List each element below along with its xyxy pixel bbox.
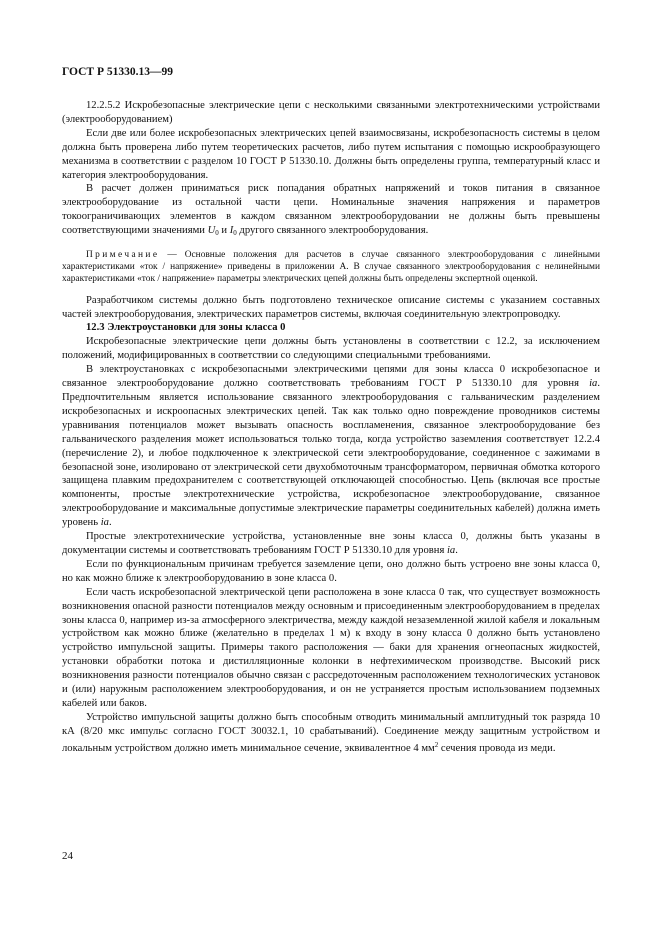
symbol-i: I — [229, 225, 234, 237]
clause-12-2-5-2: 12.2.5.2 Искробезопасные электрические цепи с несколькими связанными электротехническими устройствами (электрооборудованием) — [62, 100, 600, 125]
text-run: . Предпочтительным является использование связанного электрооборудования с гальваническим разделением искробезопасных и искроопасных электрических цепей. Так как только одно повреждение проводников системы уравнивания потенциалов может вызывать опасность воспламенения, связанное электрооборудование без гальванического разделения может использоваться только тогда, когда устройство заземления соответствует 12.2.4 (перечисление 2), и любое подключенное к электрической сети электрооборудование, соединенное с зажимами в безопасной зоне, изолировано от электрической сети двухобмоточным трансформатором, первичная обмотка которого защищена плавким предохранителем с соответствующей отключающей способностью. Цепь (включая все простые компоненты, простые электротехнические устройства, искробезопасное электрооборудование, связанное электрооборудование и максимальные допустимые электрические параметры соединительных кабелей) должна иметь уровень — [62, 378, 600, 529]
text-run: . — [108, 517, 112, 529]
paragraph — [62, 530, 600, 558]
page-number: 24 — [62, 850, 73, 862]
level-ia: ia — [589, 378, 598, 390]
section-title: 12.3 Электроустановки для зоны класса 0 — [86, 322, 286, 334]
text-run: В расчет должен приниматься риск попадания обратных напряжений и токов питания в связанное электрооборудование из остальной части цепи. Номинальные значения напряжения и параметров токоограничивающих элементов в каждом связанном электрооборудовании не должны быть превышены соответствующими значениями — [62, 183, 600, 237]
level-ia: ia — [446, 544, 456, 556]
note-text: — Основные положения для расчетов в случае связанного электрооборудования с линейными характеристиками «ток / напряжение» приведены в приложении А. В случае связанного электрооборудования с нелинейными характеристиками «ток / напряжение» параметры электрических цепей должны быть определены экспертной оценкой. — [62, 250, 600, 285]
paragraph: Разработчиком системы должно быть подготовлено техническое описание системы с указанием составных частей электрооборудования, электрических параметров системы, включая соединительную электропроводку. — [62, 294, 600, 320]
paragraph — [62, 182, 600, 241]
text-run: Простые электротехнические устройства, установленные вне зоны класса 0, должны быть указаны в документации системы и соответствовать требованиям ГОСТ Р 51330.10 для уровня — [62, 531, 600, 556]
subscript: 0 — [233, 229, 237, 238]
paragraph: Если часть искробезопасной электрической цепи расположена в зоне класса 0 так, что существует возможность возникновения опасной разности потенциалов между основным и присоединенным электрооборудованием в пределах зоны класса 0, например из-за атмосферного электричества, между каждой незаземленной жилой кабеля и локальным устройством как можно ближе (желательно в пределах 1 м) к входу в зону класса 0 должно быть установлено устройство импульсной защиты. Примеры такого расположения — баки для хранения огнеопасных жидкостей, установки обработки потока и дистилляционные колонки в нефтехимическом производстве. Высокий риск возникновения разности потенциалов обычно связан с рассредоточенным расположением технологических установок и (или) наружным расположением электрооборудования, и он не устраняется простым использованием подземных кабелей или баков. — [62, 586, 600, 709]
paragraph: Если две или более искробезопасных электрических цепей взаимосвязаны, искробезопасность системы в целом должна быть проверена либо путем теоретических расчетов, либо путем испытания с помощью искрообразующего механизма в соответствии с разделом 10 ГОСТ Р 51330.10. Должны быть определены группа, температурный класс и категория электрооборудования. — [62, 127, 600, 181]
text-run: . — [455, 544, 458, 556]
text-run: Устройство импульсной защиты должно быть способным отводить минимальный амплитудный ток разряда 10 кА (8/20 мкс импульс согласно ГОСТ 30032.1, 10 срабатываний). Соединение между защитным устройством и локальным устройством должно иметь минимальное сечение, эквивалентное 4 мм — [62, 711, 600, 754]
paragraph — [62, 711, 600, 756]
text-run: сечения провода из меди. — [438, 742, 556, 754]
text-run: другого связанного электрооборудования. — [236, 225, 429, 237]
paragraph — [62, 363, 600, 530]
superscript: 2 — [434, 740, 439, 749]
text-run: В электроустановках с искробезопасными электрическими цепями для зоны класса 0 искробезопасное и связанное электрооборудование должно соответствовать требованиям ГОСТ Р 51330.10 для уровня — [62, 364, 600, 390]
text-run: и — [218, 225, 230, 237]
document-header: ГОСТ Р 51330.13—99 — [62, 66, 173, 78]
note-label: Примечание — [86, 250, 160, 261]
note — [62, 249, 600, 286]
subscript: 0 — [215, 229, 219, 238]
paragraph: Если по функциональным причинам требуется заземление цепи, оно должно быть устроено вне зоны класса 0, но как можно ближе к электрооборудованию в зоне класса 0. — [62, 558, 600, 584]
document-body — [62, 99, 600, 756]
level-ia: ia — [100, 517, 109, 529]
paragraph: Искробезопасные электрические цепи должны быть установлены в соответствии с 12.2, за исключением положений, модифицированных в соответствии со следующими специальными требованиями. — [62, 336, 600, 362]
symbol-u: U — [207, 225, 216, 237]
